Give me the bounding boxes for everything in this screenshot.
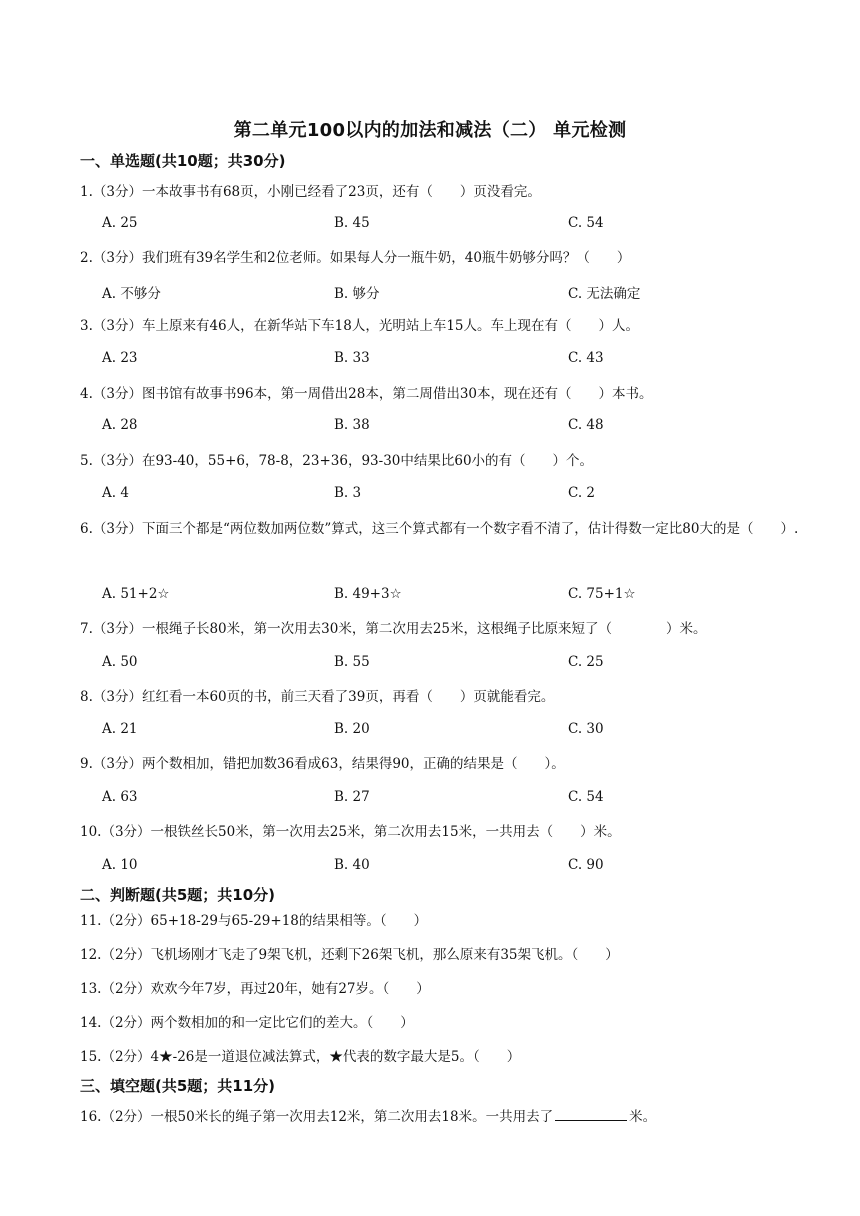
question-3-option-c: C. 43 (568, 350, 604, 366)
question-10-option-b: B. 40 (334, 857, 370, 873)
question-9-option-b: B. 27 (334, 789, 370, 805)
question-2: 2.（3分）我们班有39名学生和2位老师。如果每人分一瓶牛奶，40瓶牛奶够分吗？（ ） (80, 250, 631, 266)
question-8-option-c: C. 30 (568, 721, 604, 737)
question-5-option-a: A. 4 (102, 485, 129, 501)
question-3-option-a: A. 23 (102, 350, 138, 366)
question-6-option-b: B. 49+3☆ (334, 586, 402, 602)
question-5: 5.（3分）在93-40，55+6，78-8，23+36，93-30中结果比60小的有（ ）个。 (80, 453, 594, 469)
question-8-option-a: A. 21 (102, 721, 138, 737)
question-10: 10.（3分）一根铁丝长50米，第一次用去25米，第二次用去15米，一共用去（ ）米。 (80, 824, 621, 840)
question-13: 13.（2分）欢欢今年7岁，再过20年，她有27岁。（ ） (80, 981, 430, 997)
question-3-option-b: B. 33 (334, 350, 370, 366)
question-10-option-a: A. 10 (102, 857, 138, 873)
question-1-option-a: A. 25 (102, 215, 138, 231)
section-heading-single-choice: 一、单选题(共10题；共30分) (80, 152, 286, 170)
question-7-option-c: C. 25 (568, 654, 604, 670)
question-5-option-b: B. 3 (334, 485, 362, 501)
question-4-option-b: B. 38 (334, 417, 370, 433)
page-title: 第二单元100以内的加法和减法（二） 单元检测 (233, 120, 627, 141)
question-1-option-c: C. 54 (568, 215, 604, 231)
question-4: 4.（3分）图书馆有故事书96本，第一周借出28本，第二周借出30本，现在还有（ ）本书。 (80, 386, 653, 402)
question-10-option-c: C. 90 (568, 857, 604, 873)
question-2-option-c: C. 无法确定 (568, 286, 641, 302)
question-1: 1.（3分）一本故事书有68页，小刚已经看了23页，还有（ ）页没看完。 (80, 184, 541, 200)
question-16-unit: 米。 (629, 1109, 657, 1125)
question-16 (80, 1100, 820, 1134)
question-4-option-c: C. 48 (568, 417, 604, 433)
question-1-option-b: B. 45 (334, 215, 370, 231)
section-heading-fill-in: 三、填空题(共5题；共11分) (80, 1077, 276, 1095)
answer-blank[interactable] (555, 1106, 627, 1121)
question-16-text: 16.（2分）一根50米长的绳子第一次用去12米，第二次用去18米。一共用去了 (80, 1109, 554, 1125)
question-6-option-a: A. 51+2☆ (102, 586, 170, 602)
question-6: 6.（3分）下面三个都是“两位数加两位数”算式，这三个算式都有一个数字看不清了，估计得数一定比80大的是（ ）. (80, 521, 799, 537)
question-14: 14.（2分）两个数相加的和一定比它们的差大。（ ） (80, 1015, 414, 1031)
question-7-option-b: B. 55 (334, 654, 370, 670)
question-6-option-c: C. 75+1☆ (568, 586, 636, 602)
question-4-option-a: A. 28 (102, 417, 138, 433)
question-8: 8.（3分）红红看一本60页的书，前三天看了39页，再看（ ）页就能看完。 (80, 689, 555, 705)
question-8-option-b: B. 20 (334, 721, 370, 737)
question-12: 12.（2分）飞机场刚才飞走了9架飞机，还剩下26架飞机，那么原来有35架飞机。（ ） (80, 947, 619, 963)
question-9-option-a: A. 63 (102, 789, 138, 805)
question-2-option-b: B. 够分 (334, 286, 380, 302)
question-5-option-c: C. 2 (568, 485, 596, 501)
question-9-option-c: C. 54 (568, 789, 604, 805)
question-15: 15.（2分）4★-26是一道退位减法算式，★代表的数字最大是5。（ ） (80, 1049, 521, 1065)
question-9: 9.（3分）两个数相加，错把加数36看成63，结果得90，正确的结果是（ ）。 (80, 756, 565, 772)
question-2-option-a: A. 不够分 (102, 286, 161, 302)
question-3: 3.（3分）车上原来有46人，在新华站下车18人，光明站上车15人。车上现在有（ ）人。 (80, 318, 640, 334)
question-11: 11.（2分）65+18-29与65-29+18的结果相等。（ ） (80, 913, 428, 929)
question-7-option-a: A. 50 (102, 654, 138, 670)
question-7: 7.（3分）一根绳子长80米，第一次用去30米，第二次用去25米，这根绳子比原来短了（ ）米。 (80, 621, 707, 637)
section-heading-true-false: 二、判断题(共5题；共10分) (80, 886, 276, 904)
